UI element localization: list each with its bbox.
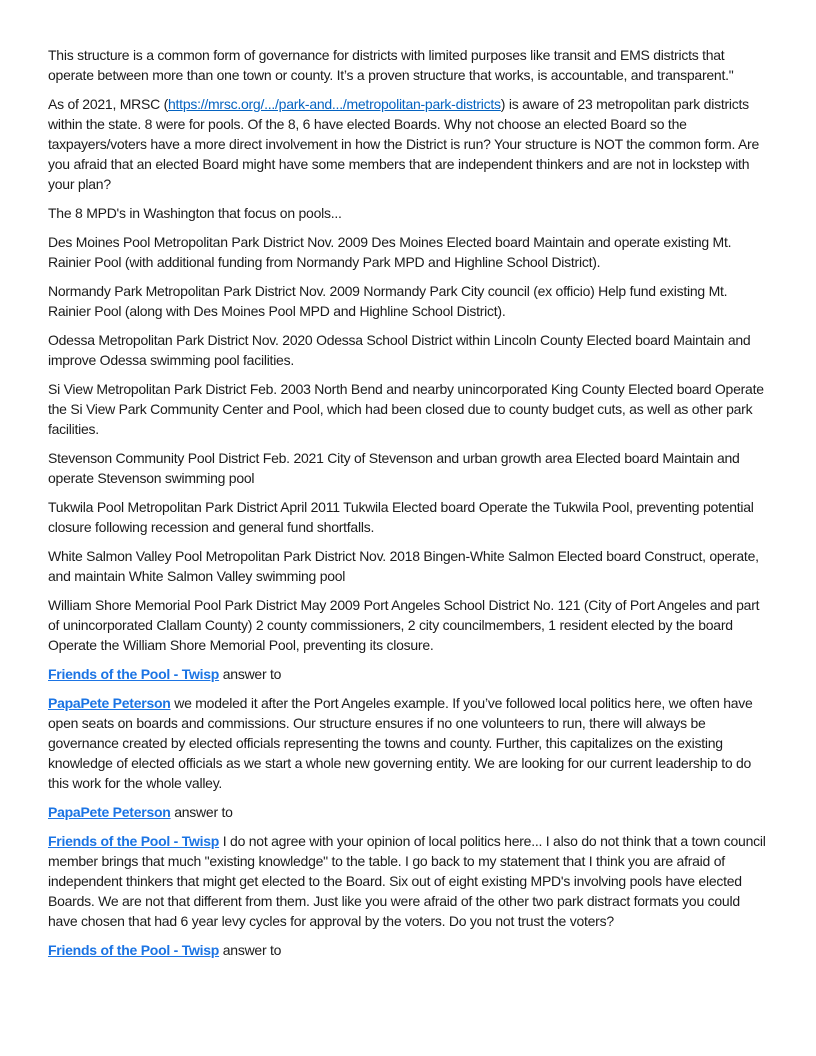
friends-of-the-pool-twisp-link[interactable]: Friends of the Pool - Twisp: [48, 833, 220, 849]
text-run: Tukwila Pool Metropolitan Park District April 2011 Tukwila Elected board Operate the Tukwila Pool, preventing potential closure following recession and general fund shortfalls.: [48, 499, 754, 535]
paragraph-papapete-answer: [48, 802, 768, 822]
document-body: [48, 45, 768, 960]
text-run: Odessa Metropolitan Park District Nov. 2020 Odessa School District within Lincoln County Elected board Maintain and improve Odessa swimming pool facilities.: [48, 332, 751, 368]
text-run: Des Moines Pool Metropolitan Park District Nov. 2009 Des Moines Elected board Maintain and operate existing Mt. Rainier Pool (with additional funding from Normandy Park MPD and Highline School District).: [48, 234, 732, 270]
paragraph-white-salmon: [48, 546, 768, 586]
paragraph-mpd-list-intro: [48, 203, 768, 223]
paragraph-tukwila: [48, 497, 768, 537]
paragraph-governance-quote: [48, 45, 768, 85]
friends-of-the-pool-twisp-link[interactable]: Friends of the Pool - Twisp: [48, 666, 220, 682]
paragraph-normandy-park: [48, 281, 768, 321]
text-run: William Shore Memorial Pool Park District May 2009 Port Angeles School District No. 121 (City of Port Angeles and part of unincorporated Clallam County) 2 county commissioners, 2 city councilmembers, 1 resident elected by the board Operate the William Shore Memorial Pool, preventing its closure.: [48, 597, 760, 653]
text-run: answer to: [219, 666, 282, 682]
paragraph-mrsc-2021: [48, 94, 768, 194]
text-run: Stevenson Community Pool District Feb. 2021 City of Stevenson and urban growth area Elected board Maintain and operate Stevenson swimming pool: [48, 450, 740, 486]
text-run: White Salmon Valley Pool Metropolitan Park District Nov. 2018 Bingen-White Salmon Elected board Construct, operate, and maintain White Salmon Valley swimming pool: [48, 548, 759, 584]
text-run: I do not agree with your opinion of local politics here... I also do not think that a town council member brings that much "existing knowledge" to the table. I go back to my statement that I think you are afraid of independent thinkers that might get elected to the Board. Six out of eight existing MPD's involving pools have elected Boards. We are not that different from them. Just like you were afraid of the other two park distract formats you could have chosen that had 6 year levy cycles for approval by the voters. Do you not trust the voters?: [48, 833, 766, 929]
paragraph-friends-reply: [48, 693, 768, 793]
paragraph-odessa: [48, 330, 768, 370]
text-run: Normandy Park Metropolitan Park District Nov. 2009 Normandy Park City council (ex officio) Help fund existing Mt. Rainier Pool (along with Des Moines Pool MPD and Highline School District).: [48, 283, 728, 319]
paragraph-friends-answer-1: [48, 664, 768, 684]
paragraph-william-shore: [48, 595, 768, 655]
papapete-peterson-link[interactable]: PapaPete Peterson: [48, 695, 171, 711]
text-run: ) is aware of 23 metropolitan park districts within the state. 8 were for pools. Of the 8, 6 have elected Boards. Why not choose an elected Board so the taxpayers/voters have a more direct involvement in how the District is run? Your structure is NOT the common form. Are you afraid that an elected Board might have some members that are independent thinkers and are not in lockstep with your plan?: [48, 96, 759, 192]
friends-of-the-pool-twisp-link[interactable]: Friends of the Pool - Twisp: [48, 942, 220, 958]
paragraph-papapete-reply: [48, 831, 768, 931]
text-run: Si View Metropolitan Park District Feb. 2003 North Bend and nearby unincorporated King County Elected board Operate the Si View Park Community Center and Pool, which had been closed due to county budget cuts, as well as other park facilities.: [48, 381, 764, 437]
papapete-peterson-link[interactable]: PapaPete Peterson: [48, 804, 171, 820]
text-run: As of 2021, MRSC (: [48, 96, 168, 112]
text-run: This structure is a common form of governance for districts with limited purposes like transit and EMS districts that operate between more than one town or county. It’s a proven structure that works, is accountable, and transparent.": [48, 47, 734, 83]
mrsc-url-link[interactable]: https://mrsc.org/.../park-and.../metropolitan-park-districts: [168, 96, 501, 112]
text-run: The 8 MPD's in Washington that focus on pools...: [48, 205, 342, 221]
paragraph-si-view: [48, 379, 768, 439]
paragraph-stevenson: [48, 448, 768, 488]
paragraph-des-moines: [48, 232, 768, 272]
text-run: answer to: [170, 804, 233, 820]
text-run: answer to: [219, 942, 282, 958]
paragraph-friends-answer-2: [48, 940, 768, 960]
text-run: we modeled it after the Port Angeles example. If you’ve followed local politics here, we often have open seats on boards and commissions. Our structure ensures if no one volunteers to run, there will always be governance created by elected officials representing the towns and county. Further, this capitalizes on the existing knowledge of elected officials as we start a whole new governing entity. We are looking for our current leadership to do this work for the whole valley.: [48, 695, 753, 791]
